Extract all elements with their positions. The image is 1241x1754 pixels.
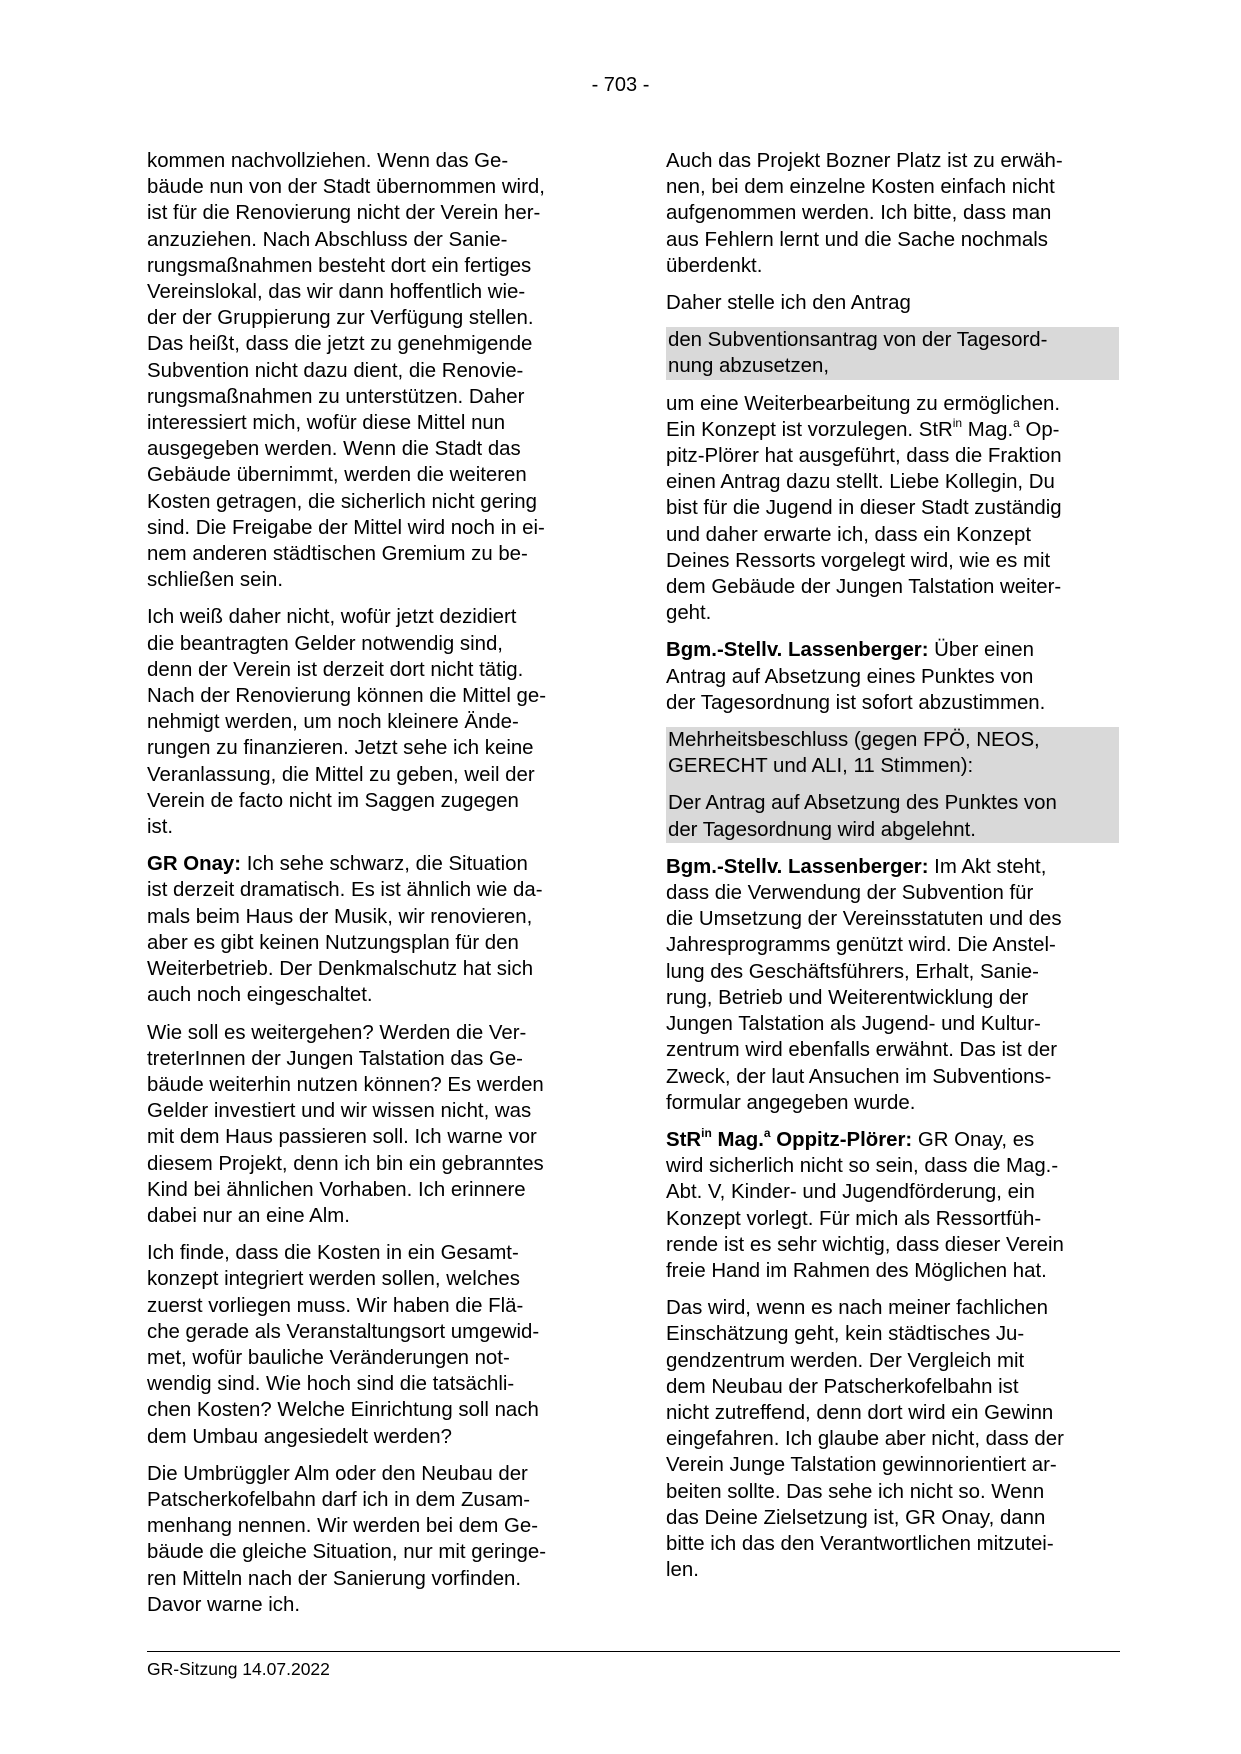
speaker-text: Mag.: [711, 1128, 764, 1151]
speech-paragraph: [666, 854, 1119, 1116]
speech-text: GR Onay, es wird sicherlich nicht so sein, dass die Mag.- Abt. V, Kinder- und Jugendförderung, ein Konzept vorlegt. Für mich als Ressortfüh- rende ist es sehr wichtig, dass dieser Verein freie Hand im Rahmen des Möglichen hat.: [666, 1128, 1064, 1282]
result-highlight: Der Antrag auf Absetzung des Punktes von der Tagesordnung wird abgelehnt.: [666, 790, 1119, 842]
speaker-text: StR: [666, 1128, 702, 1151]
speaker-name: Bgm.-Stellv. Lassenberger:: [666, 855, 929, 878]
speaker-text: Oppitz-Plörer:: [770, 1128, 913, 1151]
speaker-name: Bgm.-Stellv. Lassenberger:: [666, 639, 929, 662]
text-run: Op- pitz-Plörer hat ausgeführt, dass die Fraktion einen Antrag dazu stellt. Liebe Kollegin, Du bist für die Jugend in dieser Stadt zuständig und daher erwarte ich, dass ein Konzept Deines Ressorts vorgelegt wird, wie es mit dem Gebäude der Jungen Talstation weiter- geht.: [666, 418, 1062, 625]
superscript: a: [763, 1126, 771, 1141]
right-column: [666, 148, 1119, 1594]
page-number: - 703 -: [591, 74, 650, 96]
speaker-name: GR Onay:: [147, 853, 242, 876]
superscript: in: [701, 1126, 712, 1141]
superscript: a: [1013, 416, 1020, 431]
paragraph: Auch das Projekt Bozner Platz ist zu erwäh- nen, bei dem einzelne Kosten einfach nicht aufgenommen werden. Ich bitte, dass man aus Fehlern lernt und die Sache nochmals überdenkt.: [666, 150, 1063, 277]
speech-text: Ich sehe schwarz, die Situation ist derzeit dramatisch. Es ist ähnlich wie da- mals beim Haus der Musik, wir renovieren, aber es gibt keinen Nutzungsplan für den Weiterbetrieb. Der Denkmalschutz hat sich auch noch eingeschaltet.: [147, 853, 543, 1007]
text-run: um eine Weiterbearbeitung zu ermöglichen. Ein Konzept ist vorzulegen. StR: [666, 392, 1061, 441]
paragraph: Daher stelle ich den Antrag: [666, 292, 911, 315]
left-column: [147, 148, 600, 1629]
speech-paragraph: [666, 637, 1119, 716]
paragraph: Wie soll es weitergehen? Werden die Ver- treterInnen der Jungen Talstation das Ge- bäude weiterhin nutzen können? Es werden Gelder investiert und wir wissen nicht, was mit dem Haus passieren soll. Ich warne vor diesem Projekt, denn ich bin ein gebranntes Kind bei ähnlichen Vorhaben. Ich erinnere dabei nur an eine Alm.: [147, 1021, 544, 1227]
paragraph: Ich weiß daher nicht, wofür jetzt dezidiert die beantragten Gelder notwendig sind, denn der Verein ist derzeit dort nicht tätig. Nach der Renovierung können die Mittel ge- nehmigt werden, um noch kleinere Ände- rungen zu finanzieren. Jetzt sehe ich keine Veranlassung, die Mittel zu geben, weil der Verein de facto nicht im Saggen zugegen ist.: [147, 606, 546, 839]
paragraph: [666, 391, 1119, 627]
footer-session-date: GR-Sitzung 14.07.2022: [147, 1659, 330, 1679]
paragraph: Das wird, wenn es nach meiner fachlichen Einschätzung geht, kein städtisches Ju- gendzentrum werden. Der Vergleich mit dem Neubau der Patscherkofelbahn ist nicht zutreffend, denn dort wird ein Gewinn eingefahren. Ich glaube aber nicht, dass der Verein Junge Talstation gewinnorientiert ar- beiten sollte. Das sehe ich nicht so. Wenn das Deine Zielsetzung ist, GR Onay, dann bitte ich das den Verantwortlichen mitzutei- len.: [666, 1297, 1064, 1582]
vote-highlight: Mehrheitsbeschluss (gegen FPÖ, NEOS, GERECHT und ALI, 11 Stimmen):: [666, 727, 1119, 790]
speaker-name: [666, 1126, 913, 1151]
footer-divider: [147, 1651, 1120, 1652]
motion-highlight: den Subventionsantrag von der Tagesord- nung abzusetzen,: [666, 327, 1119, 379]
paragraph: Die Umbrüggler Alm oder den Neubau der Patscherkofelbahn darf ich in dem Zusam- menhang nennen. Wir werden bei dem Ge- bäude die gleiche Situation, nur mit geringe- ren Mitteln nach der Sanierung vorfinden. Davor warne ich.: [147, 1462, 547, 1616]
speech-paragraph: [666, 1127, 1119, 1284]
paragraph: Ich finde, dass die Kosten in ein Gesamt- konzept integriert werden sollen, welches zuerst vorliegen muss. Wir haben die Flä- che gerade als Veranstaltungsort umgewid- met, wofür bauliche Veränderungen not- wendig sind. Wie hoch sind die tatsächli- chen Kosten? Welche Einrichtung soll nach dem Umbau angesiedelt werden?: [147, 1242, 540, 1448]
paragraph: kommen nachvollziehen. Wenn das Ge- bäude nun von der Stadt übernommen wird, ist für die Renovierung nicht der Verein her- anzuziehen. Nach Abschluss der Sanie- rungsmaßnahmen besteht dort ein fertiges Vereinslokal, das wir dann hoffentlich wie- der der Gruppierung zur Verfügung stellen. Das heißt, dass die jetzt zu genehmigende Subvention nicht dazu dient, die Renovie- rungsmaßnahmen zu unterstützen. Daher interessiert mich, wofür diese Mittel nun ausgegeben werden. Wenn die Stadt das Gebäude übernimmt, werden die weiteren Kosten getragen, die sicherlich nicht gering sind. Die Freigabe der Mittel wird noch in ei- nem anderen städtischen Gremium zu be- schließen sein.: [147, 150, 545, 592]
speech-text: Im Akt steht, dass die Verwendung der Subvention für die Umsetzung der Vereinsstatuten und des Jahresprogramms genützt wird. Die Anstel- lung des Geschäftsführers, Erhalt, Sanie- rung, Betrieb und Weiterentwicklung der Jungen Talstation als Jugend- und Kultur- zentrum wird ebenfalls erwähnt. Das ist der Zweck, der laut Ansuchen im Subventions- formular angegeben wurde.: [666, 855, 1062, 1114]
text-run: Mag.: [962, 418, 1014, 441]
speech-text: Über einen Antrag auf Absetzung eines Punktes von der Tagesordnung ist sofort abzustimmen.: [666, 639, 1046, 714]
superscript: in: [952, 416, 963, 431]
speech-paragraph: [147, 851, 600, 1008]
